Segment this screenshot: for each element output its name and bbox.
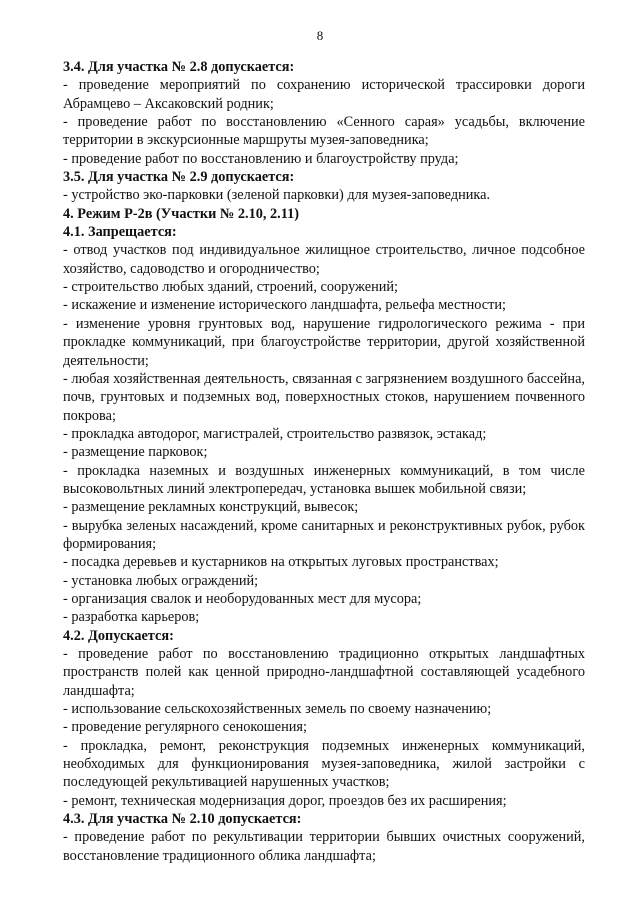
page-number: 8 [316,28,324,43]
list-item: - размещение рекламных конструкций, вывесок; [63,499,359,516]
section-heading-4-2: 4.2. Допускается: [63,627,174,644]
list-item: - разработка карьеров; [63,609,200,626]
list-item: - установка любых ограждений; [63,572,259,589]
list-item: - проведение работ по восстановлению «Сенного сарая» усадьбы, включение территории в экскурсионные маршруты музея-заповедника; [63,114,585,149]
list-item: - использование сельскохозяйственных земель по своему назначению; [63,701,492,718]
list-item: - устройство эко-парковки (зеленой парковки) для музея-заповедника. [63,187,491,204]
list-item: - прокладка автодорог, магистралей, строительство развязок, эстакад; [63,425,487,442]
list-item: - проведение работ по рекультивации территории бывших очистных сооружений, восстановление традиционного облика ландшафта; [63,829,585,864]
list-item: - проведение мероприятий по сохранению исторической трассировки дороги Абрамцево – Аксаковский родник; [63,77,585,112]
list-item: - проведение работ по восстановлению традиционно открытых ландшафтных пространств полей как ценной природно-ландшафтной составляющей усадебного ландшафта; [63,646,585,699]
section-heading-3-4: 3.4. Для участка № 2.8 допускается: [63,59,295,75]
list-item: - отвод участков под индивидуальное жилищное строительство, личное подсобное хозяйство, садоводство и огородничество; [63,242,585,277]
list-item: - проведение регулярного сенокошения; [63,719,307,736]
list-item: - любая хозяйственная деятельность, связанная с загрязнением воздушного бассейна, почв, грунтовых и подземных вод, поверхностных стоков, нарушением почвенного покрова; [63,370,585,424]
list-item: - размещение парковок; [63,444,208,461]
list-item: - искажение и изменение исторического ландшафта, рельефа местности; [63,297,506,314]
list-item: - посадка деревьев и кустарников на открытых луговых пространствах; [63,554,499,571]
list-item: - строительство любых зданий, строений, сооружений; [63,279,399,296]
list-item: - прокладка наземных и воздушных инженерных коммуникаций, в том числе высоковольтных линий электропередач, установка вышек мобильной связи; [63,462,585,497]
list-item: - прокладка, ремонт, реконструкция подземных инженерных коммуникаций, необходимых для функционирования музея-заповедника, жилой застройки с последующей рекультивацией нарушенных участков; [63,737,585,791]
list-item: - изменение уровня грунтовых вод, нарушение гидрологического режима - при прокладке коммуникаций, при благоустройстве территории, другой хозяйственной деятельности; [63,315,585,369]
list-item: - проведение работ по восстановлению и благоустройству пруда; [63,150,459,167]
list-item: - ремонт, техническая модернизация дорог, проездов без их расширения; [63,792,507,809]
list-item: - организация свалок и необорудованных мест для мусора; [63,590,422,607]
section-heading-4: 4. Режим Р-2в (Участки № 2.10, 2.11) [63,205,300,222]
list-item: - вырубка зеленых насаждений, кроме санитарных и реконструктивных рубок, рубок формирования; [63,517,585,552]
section-heading-4-1: 4.1. Запрещается: [63,224,177,241]
document-body [63,58,585,865]
section-heading-4-3: 4.3. Для участка № 2.10 допускается: [63,811,302,828]
section-heading-3-5: 3.5. Для участка № 2.9 допускается: [63,169,295,186]
